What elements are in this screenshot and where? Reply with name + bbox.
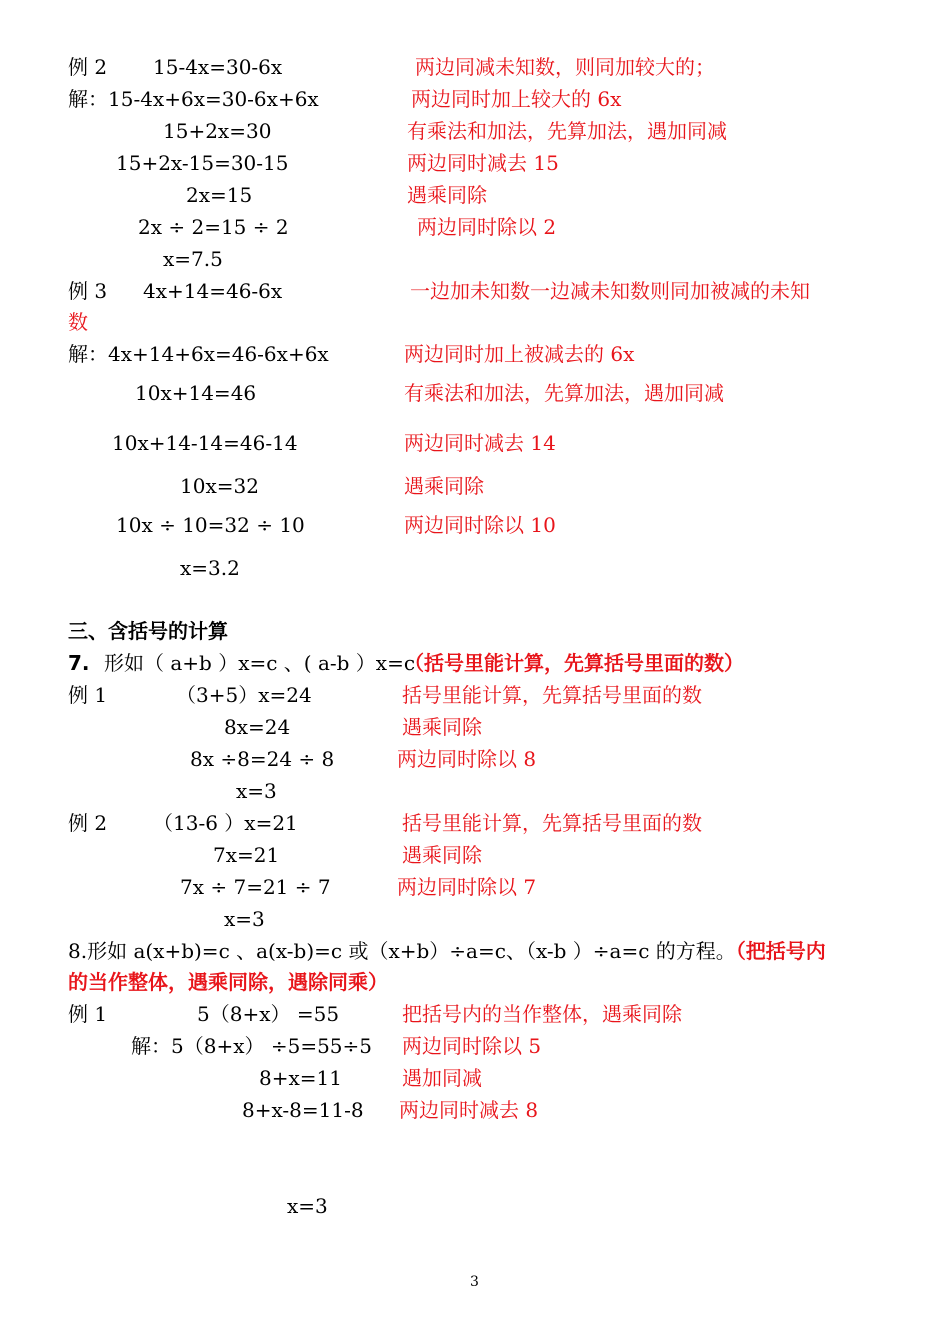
step-note: 遇加同减 [402,1066,482,1090]
method-note: 括号里能计算，先算括号里面的数 [402,811,702,835]
solution-step: 10x ÷ 10=32 ÷ 10 [116,513,305,537]
solution-result: x=7.5 [163,247,223,271]
equation: 15-4x=30-6x [153,55,283,79]
solution-step: 15+2x-15=30-15 [116,151,289,175]
solution-step: 8+x-8=11-8 [242,1098,364,1122]
solution-step: 8x=24 [224,715,291,739]
solution-result: x=3 [236,779,277,803]
step-note: 两边同时减去 15 [407,151,559,175]
solution-step: 解：15-4x+6x=30-6x+6x [68,87,319,111]
step-note: 遇乘同除 [402,715,482,739]
example-label: 例 3 [68,279,108,303]
equation: （13-6 ）x=21 [153,811,298,835]
method-note: 括号里能计算，先算括号里面的数 [402,683,702,707]
step-note: 有乘法和加法，先算加法，遇加同减 [407,119,727,143]
item-rule: （括号里能计算，先算括号里面的数） [404,651,744,675]
solution-step: 10x=32 [180,474,259,498]
solution-step: 7x ÷ 7=21 ÷ 7 [180,875,331,899]
example-label: 例 1 [68,1002,108,1026]
solution-result: x=3 [224,907,265,931]
example-label: 例 1 [68,683,108,707]
solution-step: 2x ÷ 2=15 ÷ 2 [138,215,289,239]
step-note: 两边同时减去 14 [404,431,556,455]
step-note: 两边同时加上被减去的 6x [404,342,635,366]
step-note: 两边同时除以 2 [417,215,557,239]
method-note: 把括号内的当作整体，遇乘同除 [402,1002,682,1026]
solution-step: 7x=21 [213,843,280,867]
step-note: 两边同时除以 10 [404,513,556,537]
equation: （3+5）x=24 [176,683,312,707]
section-heading: 三、含括号的计算 [68,619,228,643]
solution-step: 解：5（8+x） ÷5=55÷5 [131,1034,373,1058]
item-number: 7. [68,651,90,675]
item-rule: （把括号内 [735,939,826,963]
solution-step: 15+2x=30 [163,119,272,143]
step-note: 两边同时减去 8 [399,1098,539,1122]
item-form: 形如（ a+b ）x=c 、( a-b ）x=c [104,651,416,675]
solution-result: x=3 [287,1194,328,1218]
solution-step: 2x=15 [186,183,253,207]
item-rule-continued: 的当作整体，遇乘同除，遇除同乘） [68,970,388,994]
solution-result: x=3.2 [180,556,240,580]
item-form-text: 8.形如 a(x+b)=c 、a(x-b)=c 或（x+b）÷a=c、（x-b ）÷a=c 的方程。 [68,939,736,963]
method-note-continued: 数 [68,310,88,334]
solution-step: 10x+14-14=46-14 [112,431,298,455]
method-note: 两边同减未知数，则同加较大的； [415,55,715,79]
step-note: 有乘法和加法，先算加法，遇加同减 [404,381,724,405]
equation: 5（8+x） =55 [197,1002,340,1026]
method-note: 一边加未知数一边减未知数则同加被减的未知 [410,279,810,303]
solution-step: 8x ÷8=24 ÷ 8 [190,747,335,771]
step-note: 两边同时除以 7 [397,875,537,899]
step-note: 两边同时除以 8 [397,747,537,771]
step-note: 两边同时除以 5 [402,1034,542,1058]
step-note: 遇乘同除 [407,183,487,207]
step-note: 遇乘同除 [402,843,482,867]
step-note: 遇乘同除 [404,474,484,498]
equation: 4x+14=46-6x [143,279,283,303]
solution-step: 解：4x+14+6x=46-6x+6x [68,342,329,366]
example-label: 例 2 [68,55,108,79]
solution-step: 10x+14=46 [135,381,257,405]
step-note: 两边同时加上较大的 6x [411,87,622,111]
page-number: 3 [470,1274,479,1290]
item-form [68,939,826,963]
solution-step: 8+x=11 [259,1066,342,1090]
example-label: 例 2 [68,811,108,835]
